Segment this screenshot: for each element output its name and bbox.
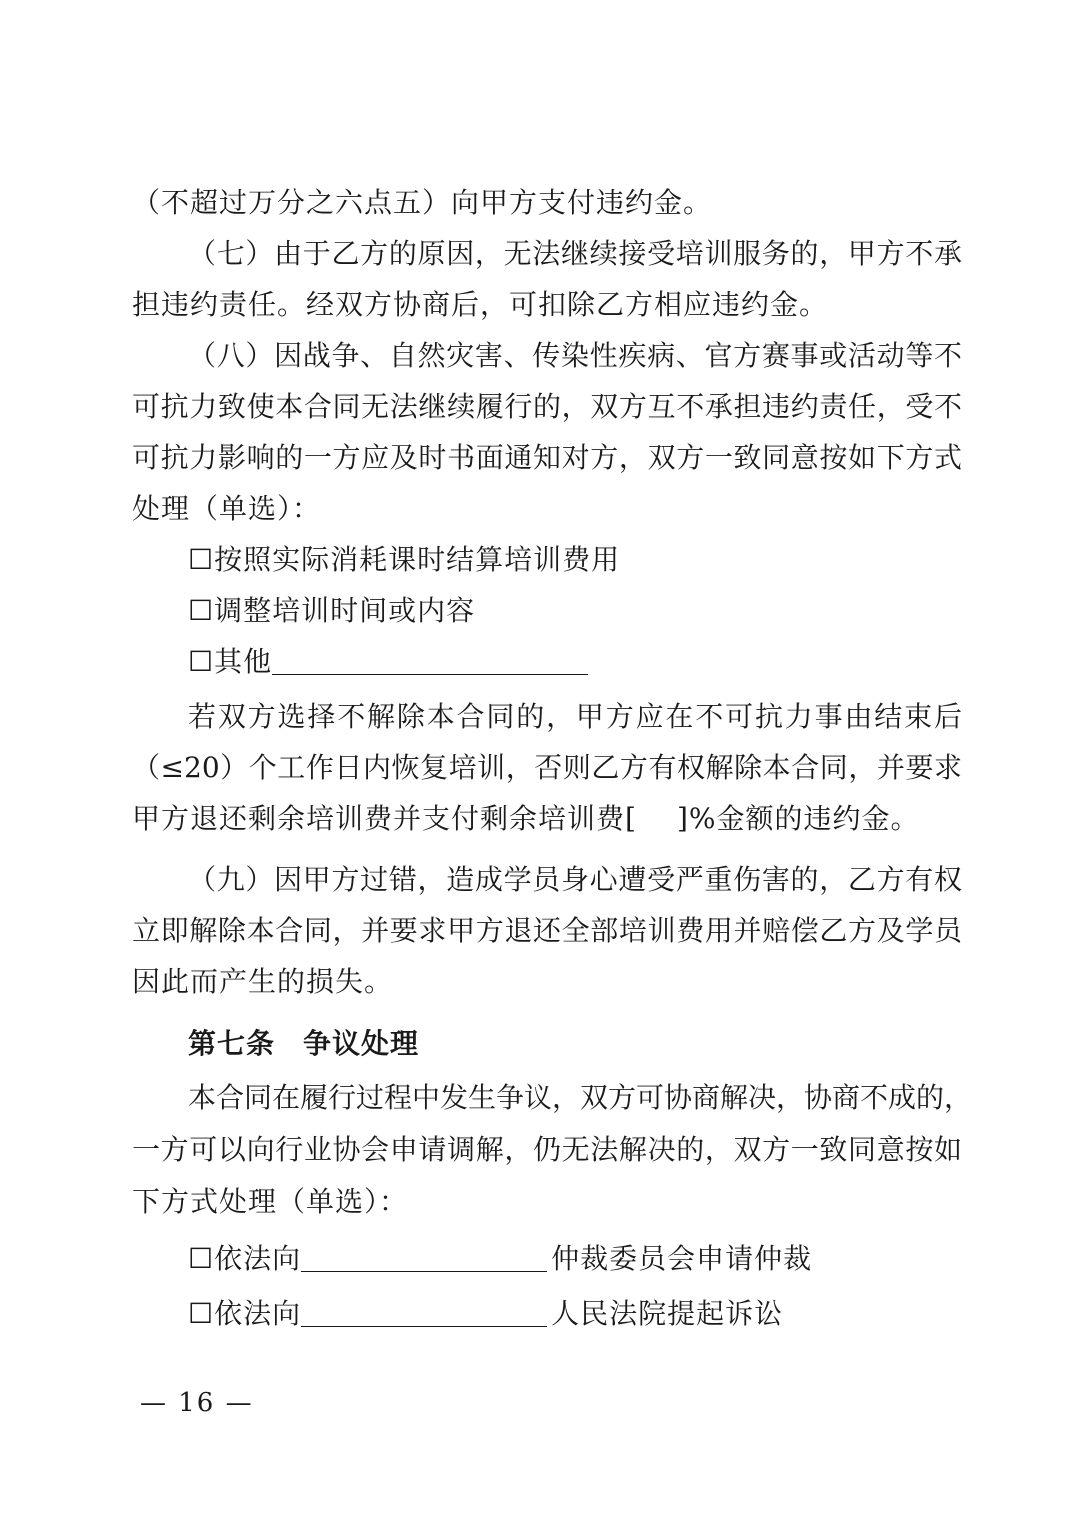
- clause-8-line-3: 可抗力影响的一方应及时书面通知对方，双方一致同意按如下方式: [132, 441, 962, 474]
- option-litigation-prefix: ☐依法向: [188, 1297, 302, 1330]
- text-line: （不超过万分之六点五）向甲方支付违约金。: [132, 186, 713, 219]
- clause-9-line-2: 立即解除本合同，并要求甲方退还全部培训费用并赔偿乙方及学员: [132, 914, 962, 947]
- option-other-label: ☐其他: [188, 645, 273, 678]
- option-litigation: [188, 1294, 1018, 1334]
- clause-8-line-2: 可抗力致使本合同无法继续履行的，双方互不承担违约责任，受不: [132, 390, 962, 423]
- force-majeure-line-3a: 甲方退还剩余培训费并支付剩余培训费[: [132, 802, 637, 835]
- option-adjust-time: ☐调整培训时间或内容: [188, 594, 476, 627]
- clause-8-line-4: 处理（单选）：: [132, 492, 322, 525]
- clause-8-line-1: （八）因战争、自然灾害、传染性疾病、官方赛事或活动等不: [188, 339, 962, 372]
- page-number: — 16 —: [140, 1388, 254, 1418]
- force-majeure-line-1: 若双方选择不解除本合同的，甲方应在不可抗力事由结束后: [188, 700, 962, 733]
- article-7-heading: [188, 1024, 1018, 1064]
- fill-in-blank-other: [272, 644, 588, 675]
- article-7-number: 第七条: [188, 1027, 276, 1060]
- option-settle-by-hours: ☐按照实际消耗课时结算培训费用: [188, 543, 621, 576]
- clause-7-line-2: 担违约责任。经双方协商后，可扣除乙方相应违约金。: [132, 288, 829, 321]
- force-majeure-line-3b: ]%金额的违约金。: [676, 802, 920, 835]
- dispute-line-2: 一方可以向行业协会申请调解，仍无法解决的，双方一致同意按如: [132, 1133, 962, 1166]
- option-arbitration: [188, 1239, 1018, 1279]
- dispute-line-3: 下方式处理（单选）：: [132, 1185, 409, 1218]
- option-other: [188, 642, 1018, 682]
- option-arbitration-suffix: 仲裁委员会申请仲裁: [551, 1242, 813, 1275]
- force-majeure-line-2: （≤20）个工作日内恢复培训，否则乙方有权解除本合同，并要求: [132, 751, 962, 784]
- clause-7-line-1: （七）由于乙方的原因，无法继续接受培训服务的，甲方不承: [188, 237, 962, 270]
- clause-9-line-1: （九）因甲方过错，造成学员身心遭受严重伤害的，乙方有权: [188, 863, 962, 896]
- fill-in-blank-court: [301, 1296, 547, 1327]
- clause-9-line-3: 因此而产生的损失。: [132, 965, 394, 998]
- option-arbitration-prefix: ☐依法向: [188, 1242, 302, 1275]
- dispute-line-1: 本合同在履行过程中发生争议，双方可协商解决，协商不成的，: [188, 1081, 973, 1114]
- force-majeure-line-3: [132, 799, 962, 839]
- fill-in-blank-arbitration: [301, 1241, 547, 1272]
- option-litigation-suffix: 人民法院提起诉讼: [551, 1297, 784, 1330]
- article-7-title: 争议处理: [303, 1027, 420, 1060]
